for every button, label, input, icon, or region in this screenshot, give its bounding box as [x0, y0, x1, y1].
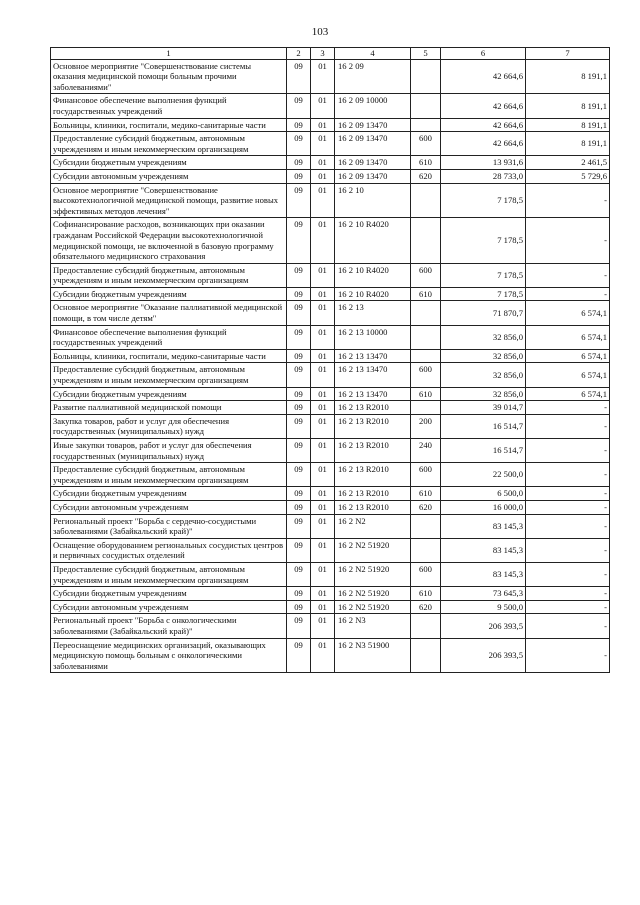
row-subsection-cell: 01 — [311, 132, 335, 156]
row-target-code-cell: 16 2 13 R2010 — [335, 439, 411, 463]
row-name-cell: Субсидии бюджетным учреждениям — [51, 587, 287, 601]
row-section-cell: 09 — [287, 363, 311, 387]
header-row — [51, 48, 610, 60]
row-amount-federal-cell: - — [526, 401, 610, 415]
row-section-cell: 09 — [287, 349, 311, 363]
row-amount-cell: 42 664,6 — [441, 94, 526, 118]
table-row — [51, 325, 610, 349]
row-name-cell: Предоставление субсидий бюджетным, автономным учреждениям и иным некоммерческим организациям — [51, 363, 287, 387]
row-target-code-cell: 16 2 N2 — [335, 514, 411, 538]
row-name-cell: Предоставление субсидий бюджетным, автономным учреждениям и иным некоммерческим организациям — [51, 562, 287, 586]
row-subsection-cell: 01 — [311, 387, 335, 401]
row-amount-federal-cell: 2 461,5 — [526, 156, 610, 170]
row-amount-cell: 7 178,5 — [441, 287, 526, 301]
row-amount-federal-cell: - — [526, 500, 610, 514]
row-amount-cell: 71 870,7 — [441, 301, 526, 325]
row-section-cell: 09 — [287, 169, 311, 183]
table-row — [51, 263, 610, 287]
table-row — [51, 94, 610, 118]
row-subsection-cell: 01 — [311, 487, 335, 501]
row-amount-cell: 83 145,3 — [441, 514, 526, 538]
row-amount-cell: 42 664,6 — [441, 59, 526, 94]
table-row — [51, 587, 610, 601]
row-subsection-cell: 01 — [311, 463, 335, 487]
row-subsection-cell: 01 — [311, 349, 335, 363]
row-amount-cell: 42 664,6 — [441, 118, 526, 132]
row-name-cell: Субсидии автономным учреждениям — [51, 500, 287, 514]
row-amount-cell: 206 393,5 — [441, 614, 526, 638]
table-row — [51, 349, 610, 363]
row-section-cell: 09 — [287, 263, 311, 287]
row-amount-federal-cell: 6 574,1 — [526, 349, 610, 363]
table-row — [51, 414, 610, 438]
row-amount-cell: 83 145,3 — [441, 562, 526, 586]
row-amount-cell: 16 514,7 — [441, 414, 526, 438]
row-target-code-cell: 16 2 09 — [335, 59, 411, 94]
row-section-cell: 09 — [287, 439, 311, 463]
row-amount-federal-cell: 6 574,1 — [526, 363, 610, 387]
table-row — [51, 500, 610, 514]
row-expense-type-cell: 610 — [411, 587, 441, 601]
row-subsection-cell: 01 — [311, 614, 335, 638]
row-target-code-cell: 16 2 09 13470 — [335, 132, 411, 156]
row-expense-type-cell — [411, 514, 441, 538]
row-expense-type-cell — [411, 538, 441, 562]
row-target-code-cell: 16 2 13 R2010 — [335, 487, 411, 501]
row-amount-cell: 16 000,0 — [441, 500, 526, 514]
row-amount-federal-cell: 8 191,1 — [526, 59, 610, 94]
row-expense-type-cell — [411, 325, 441, 349]
row-name-cell: Субсидии бюджетным учреждениям — [51, 287, 287, 301]
table-row — [51, 59, 610, 94]
row-section-cell: 09 — [287, 562, 311, 586]
row-name-cell: Больницы, клиники, госпитали, медико-санитарные части — [51, 118, 287, 132]
row-amount-federal-cell: 6 574,1 — [526, 387, 610, 401]
row-name-cell: Финансовое обеспечение выполнения функций государственных учреждений — [51, 94, 287, 118]
row-target-code-cell: 16 2 09 13470 — [335, 169, 411, 183]
row-section-cell: 09 — [287, 183, 311, 218]
row-name-cell: Субсидии бюджетным учреждениям — [51, 487, 287, 501]
row-amount-cell: 7 178,5 — [441, 263, 526, 287]
row-name-cell: Предоставление субсидий бюджетным, автономным учреждениям и иным некоммерческим организациям — [51, 463, 287, 487]
row-subsection-cell: 01 — [311, 439, 335, 463]
row-target-code-cell: 16 2 09 13470 — [335, 156, 411, 170]
row-amount-cell: 7 178,5 — [441, 183, 526, 218]
row-section-cell: 09 — [287, 401, 311, 415]
table-row — [51, 301, 610, 325]
table-row — [51, 463, 610, 487]
row-expense-type-cell: 610 — [411, 287, 441, 301]
row-expense-type-cell: 200 — [411, 414, 441, 438]
table-row — [51, 387, 610, 401]
row-expense-type-cell: 610 — [411, 387, 441, 401]
row-name-cell: Субсидии бюджетным учреждениям — [51, 387, 287, 401]
row-subsection-cell: 01 — [311, 301, 335, 325]
row-amount-federal-cell: - — [526, 263, 610, 287]
table-row — [51, 183, 610, 218]
row-target-code-cell: 16 2 10 R4020 — [335, 287, 411, 301]
row-section-cell: 09 — [287, 600, 311, 614]
row-amount-cell: 28 733,0 — [441, 169, 526, 183]
row-amount-federal-cell: - — [526, 287, 610, 301]
row-section-cell: 09 — [287, 387, 311, 401]
header-col-4: 4 — [335, 48, 411, 60]
header-col-6: 6 — [441, 48, 526, 60]
row-section-cell: 09 — [287, 514, 311, 538]
row-expense-type-cell: 600 — [411, 562, 441, 586]
row-name-cell: Больницы, клиники, госпитали, медико-санитарные части — [51, 349, 287, 363]
row-section-cell: 09 — [287, 118, 311, 132]
row-expense-type-cell: 620 — [411, 600, 441, 614]
row-subsection-cell: 01 — [311, 638, 335, 673]
row-amount-cell: 39 014,7 — [441, 401, 526, 415]
row-subsection-cell: 01 — [311, 401, 335, 415]
row-target-code-cell: 16 2 N3 51900 — [335, 638, 411, 673]
row-amount-federal-cell: - — [526, 538, 610, 562]
row-target-code-cell: 16 2 N3 — [335, 614, 411, 638]
row-target-code-cell: 16 2 13 13470 — [335, 363, 411, 387]
row-target-code-cell: 16 2 13 R2010 — [335, 401, 411, 415]
row-name-cell: Иные закупки товаров, работ и услуг для обеспечения государственных (муниципальных) нужд — [51, 439, 287, 463]
row-name-cell: Закупка товаров, работ и услуг для обеспечения государственных (муниципальных) нужд — [51, 414, 287, 438]
row-amount-federal-cell: - — [526, 218, 610, 263]
row-amount-cell: 22 500,0 — [441, 463, 526, 487]
row-section-cell: 09 — [287, 287, 311, 301]
row-amount-cell: 42 664,6 — [441, 132, 526, 156]
row-amount-federal-cell: 8 191,1 — [526, 94, 610, 118]
row-name-cell: Основное мероприятие "Оказание паллиативной медицинской помощи, в том числе детям" — [51, 301, 287, 325]
row-expense-type-cell — [411, 349, 441, 363]
row-subsection-cell: 01 — [311, 118, 335, 132]
row-expense-type-cell: 240 — [411, 439, 441, 463]
table-row — [51, 638, 610, 673]
row-name-cell: Региональный проект "Борьба с сердечно-сосудистыми заболеваниями (Забайкальский край)" — [51, 514, 287, 538]
table-row — [51, 156, 610, 170]
row-target-code-cell: 16 2 13 R2010 — [335, 463, 411, 487]
row-section-cell: 09 — [287, 325, 311, 349]
row-target-code-cell: 16 2 N2 51920 — [335, 587, 411, 601]
row-target-code-cell: 16 2 13 13470 — [335, 349, 411, 363]
row-amount-federal-cell: 8 191,1 — [526, 118, 610, 132]
row-target-code-cell: 16 2 13 — [335, 301, 411, 325]
row-subsection-cell: 01 — [311, 183, 335, 218]
row-subsection-cell: 01 — [311, 94, 335, 118]
row-subsection-cell: 01 — [311, 263, 335, 287]
row-name-cell: Предоставление субсидий бюджетным, автономным учреждениям и иным некоммерческим организациям — [51, 132, 287, 156]
row-amount-cell: 32 856,0 — [441, 325, 526, 349]
row-name-cell: Основное мероприятие "Совершенствование системы оказания медицинской помощи больным прочими заболеваниями" — [51, 59, 287, 94]
row-expense-type-cell — [411, 218, 441, 263]
row-target-code-cell: 16 2 10 R4020 — [335, 218, 411, 263]
table-row — [51, 287, 610, 301]
row-subsection-cell: 01 — [311, 363, 335, 387]
row-target-code-cell: 16 2 N2 51920 — [335, 600, 411, 614]
row-expense-type-cell — [411, 638, 441, 673]
row-target-code-cell: 16 2 10 — [335, 183, 411, 218]
row-expense-type-cell — [411, 59, 441, 94]
row-expense-type-cell — [411, 614, 441, 638]
row-amount-federal-cell: - — [526, 587, 610, 601]
row-expense-type-cell: 610 — [411, 156, 441, 170]
row-target-code-cell: 16 2 09 10000 — [335, 94, 411, 118]
row-target-code-cell: 16 2 10 R4020 — [335, 263, 411, 287]
row-subsection-cell: 01 — [311, 587, 335, 601]
row-section-cell: 09 — [287, 500, 311, 514]
row-section-cell: 09 — [287, 463, 311, 487]
row-name-cell: Софинансирование расходов, возникающих при оказании гражданам Российской Федерации высокотехнологичной медицинской помощи, не включенной в базовую программу обязательного медицинского страхования — [51, 218, 287, 263]
row-name-cell: Предоставление субсидий бюджетным, автономным учреждениям и иным некоммерческим организациям — [51, 263, 287, 287]
row-amount-federal-cell: 6 574,1 — [526, 301, 610, 325]
table-row — [51, 562, 610, 586]
row-amount-cell: 6 500,0 — [441, 487, 526, 501]
row-subsection-cell: 01 — [311, 59, 335, 94]
row-section-cell: 09 — [287, 587, 311, 601]
row-amount-cell: 206 393,5 — [441, 638, 526, 673]
table-row — [51, 514, 610, 538]
row-amount-federal-cell: - — [526, 600, 610, 614]
row-amount-federal-cell: - — [526, 183, 610, 218]
row-expense-type-cell — [411, 118, 441, 132]
row-target-code-cell: 16 2 N2 51920 — [335, 538, 411, 562]
header-col-3: 3 — [311, 48, 335, 60]
row-amount-federal-cell: - — [526, 614, 610, 638]
row-subsection-cell: 01 — [311, 538, 335, 562]
table-row — [51, 538, 610, 562]
row-section-cell: 09 — [287, 638, 311, 673]
table-row — [51, 218, 610, 263]
row-name-cell: Субсидии автономным учреждениям — [51, 169, 287, 183]
row-subsection-cell: 01 — [311, 514, 335, 538]
row-expense-type-cell: 600 — [411, 263, 441, 287]
row-amount-federal-cell: - — [526, 514, 610, 538]
budget-table — [50, 47, 610, 673]
row-section-cell: 09 — [287, 301, 311, 325]
row-amount-federal-cell: - — [526, 638, 610, 673]
row-expense-type-cell: 600 — [411, 463, 441, 487]
row-subsection-cell: 01 — [311, 218, 335, 263]
row-amount-federal-cell: 8 191,1 — [526, 132, 610, 156]
row-subsection-cell: 01 — [311, 600, 335, 614]
row-expense-type-cell — [411, 183, 441, 218]
row-amount-federal-cell: 5 729,6 — [526, 169, 610, 183]
header-col-2: 2 — [287, 48, 311, 60]
row-target-code-cell: 16 2 13 R2010 — [335, 414, 411, 438]
row-name-cell: Переоснащение медицинских организаций, оказывающих медицинскую помощь больным с онкологическими заболеваниями — [51, 638, 287, 673]
row-section-cell: 09 — [287, 94, 311, 118]
row-expense-type-cell: 620 — [411, 169, 441, 183]
row-amount-cell: 83 145,3 — [441, 538, 526, 562]
header-col-1: 1 — [51, 48, 287, 60]
row-amount-federal-cell: - — [526, 439, 610, 463]
row-section-cell: 09 — [287, 218, 311, 263]
row-name-cell: Финансовое обеспечение выполнения функций государственных учреждений — [51, 325, 287, 349]
row-amount-cell: 13 931,6 — [441, 156, 526, 170]
row-amount-federal-cell: 6 574,1 — [526, 325, 610, 349]
row-subsection-cell: 01 — [311, 562, 335, 586]
row-amount-federal-cell: - — [526, 487, 610, 501]
row-subsection-cell: 01 — [311, 414, 335, 438]
table-row — [51, 169, 610, 183]
table-row — [51, 132, 610, 156]
row-name-cell: Основное мероприятие "Совершенствование высокотехнологичной медицинской помощи, развитие новых эффективных методов лечения" — [51, 183, 287, 218]
row-name-cell: Развитие паллиативной медицинской помощи — [51, 401, 287, 415]
row-section-cell: 09 — [287, 414, 311, 438]
row-name-cell: Оснащение оборудованием региональных сосудистых центров и первичных сосудистых отделений — [51, 538, 287, 562]
row-amount-cell: 7 178,5 — [441, 218, 526, 263]
row-target-code-cell: 16 2 09 13470 — [335, 118, 411, 132]
row-expense-type-cell: 610 — [411, 487, 441, 501]
row-section-cell: 09 — [287, 132, 311, 156]
header-col-7: 7 — [526, 48, 610, 60]
row-name-cell: Субсидии бюджетным учреждениям — [51, 156, 287, 170]
row-expense-type-cell: 600 — [411, 132, 441, 156]
row-amount-federal-cell: - — [526, 414, 610, 438]
row-amount-federal-cell: - — [526, 562, 610, 586]
row-amount-cell: 73 645,3 — [441, 587, 526, 601]
row-subsection-cell: 01 — [311, 287, 335, 301]
row-amount-cell: 16 514,7 — [441, 439, 526, 463]
row-target-code-cell: 16 2 13 R2010 — [335, 500, 411, 514]
table-row — [51, 614, 610, 638]
row-amount-cell: 32 856,0 — [441, 349, 526, 363]
row-section-cell: 09 — [287, 538, 311, 562]
row-amount-cell: 9 500,0 — [441, 600, 526, 614]
row-expense-type-cell: 620 — [411, 500, 441, 514]
row-target-code-cell: 16 2 N2 51920 — [335, 562, 411, 586]
row-subsection-cell: 01 — [311, 169, 335, 183]
row-amount-federal-cell: - — [526, 463, 610, 487]
row-section-cell: 09 — [287, 156, 311, 170]
row-subsection-cell: 01 — [311, 325, 335, 349]
page-number: 103 — [311, 26, 329, 38]
row-expense-type-cell — [411, 401, 441, 415]
row-section-cell: 09 — [287, 59, 311, 94]
table-row — [51, 439, 610, 463]
row-subsection-cell: 01 — [311, 500, 335, 514]
table-row — [51, 363, 610, 387]
row-name-cell: Субсидии автономным учреждениям — [51, 600, 287, 614]
row-name-cell: Региональный проект "Борьба с онкологическими заболеваниями (Забайкальский край)" — [51, 614, 287, 638]
row-expense-type-cell — [411, 94, 441, 118]
table-row — [51, 487, 610, 501]
table-row — [51, 600, 610, 614]
row-amount-cell: 32 856,0 — [441, 363, 526, 387]
row-section-cell: 09 — [287, 487, 311, 501]
row-expense-type-cell — [411, 301, 441, 325]
row-subsection-cell: 01 — [311, 156, 335, 170]
row-target-code-cell: 16 2 13 10000 — [335, 325, 411, 349]
table-row — [51, 118, 610, 132]
row-amount-cell: 32 856,0 — [441, 387, 526, 401]
header-col-5: 5 — [411, 48, 441, 60]
row-section-cell: 09 — [287, 614, 311, 638]
table-row — [51, 401, 610, 415]
row-target-code-cell: 16 2 13 13470 — [335, 387, 411, 401]
row-expense-type-cell: 600 — [411, 363, 441, 387]
